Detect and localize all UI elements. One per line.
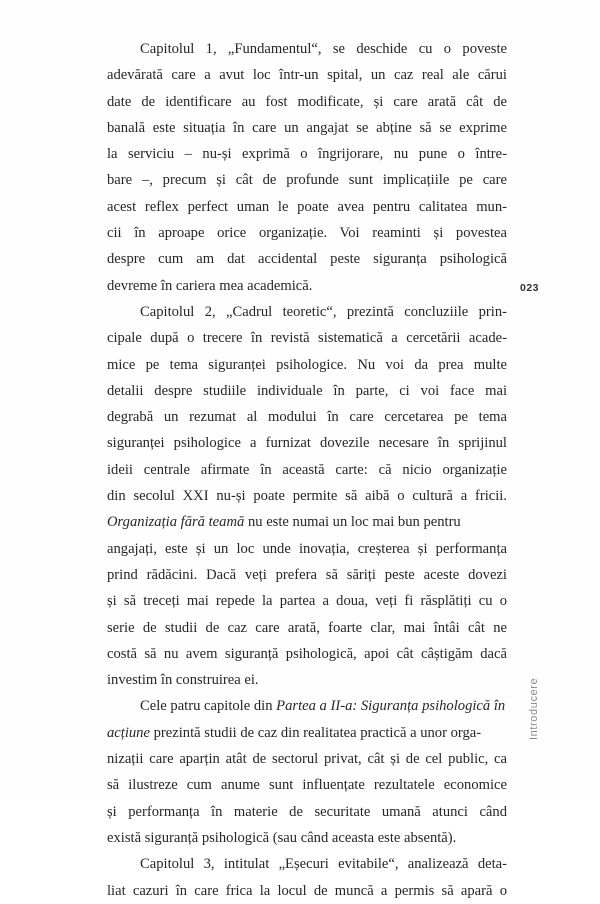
text-line: nizații care aparțin atât de sectorul privat, cât și de cel public, ca <box>107 751 507 768</box>
text-line: cipale după o trecere în revistă sistematică a cercetării acade- <box>107 330 507 347</box>
text-line <box>107 509 507 535</box>
text-line <box>107 693 507 719</box>
text-line: bare –, precum și cât de profunde sunt implicațiile pe care <box>107 172 507 189</box>
text-line: devreme în cariera mea academică. <box>107 277 313 294</box>
body-text <box>107 36 507 904</box>
text-line: să ilustreze cum anume sunt influențate rezultatele economice <box>107 777 507 794</box>
text-line: ideii centrale afirmate în această carte: că nicio organizație <box>107 461 507 478</box>
text-line: Capitolul 3, intitulat „Eșecuri evitabile“, analizează deta- <box>140 856 507 873</box>
text-line: angajați, este și un loc unde inovația, creșterea și performanța <box>107 540 507 557</box>
part-title-italic: acțiune <box>107 724 150 741</box>
page-number: 023 <box>520 282 540 294</box>
text-line: mice pe tema siguranței psihologice. Nu voi da prea multe <box>107 356 507 373</box>
text-line: există siguranță psihologică (sau când aceasta este absentă). <box>107 829 457 846</box>
text-line: acest reflex perfect uman le poate avea pentru calitatea mun- <box>107 198 507 215</box>
running-section-title: Introducere <box>528 677 540 740</box>
text-run: prezintă studii de caz din realitatea practică a unor orga- <box>149 724 482 741</box>
text-line: investim în construirea ei. <box>107 672 259 689</box>
text-run: Cele patru capitole din <box>140 698 277 715</box>
text-line: din secolul XXI nu-și poate permite să aibă o cultură a fricii. <box>107 488 507 505</box>
text-line: siguranței psihologice a furnizat dovezile necesare în sprijinul <box>107 435 507 452</box>
text-line: adevărată care a avut loc într-un spital, un caz real ale cărui <box>107 67 507 84</box>
text-line: date de identificare au fost modificate, și care arată cât de <box>107 93 507 110</box>
text-line: Capitolul 2, „Cadrul teoretic“, prezintă concluziile prin- <box>140 303 507 320</box>
text-line: Capitolul 1, „Fundamentul“, se deschide cu o poveste <box>140 41 507 57</box>
text-line <box>107 720 507 746</box>
book-title-italic: Organizația fără teamă <box>107 514 245 531</box>
text-line: și performanța în materie de securitate umană atunci când <box>107 803 507 820</box>
text-line: și să treceți mai repede la partea a doua, veți fi răsplătiți cu o <box>107 593 507 610</box>
text-line: degrabă un rezumat al modului în care cercetarea pe tema <box>107 409 507 426</box>
text-line: cii în aproape orice organizație. Voi reaminti și povestea <box>107 225 507 242</box>
text-line: costă să nu avem siguranță psihologică, apoi cât câștigăm dacă <box>107 645 507 662</box>
part-title-italic: Partea a II-a: Siguranța psihologică în <box>276 698 506 715</box>
text-line: despre cum am dat accidental peste siguranța psihologică <box>107 251 507 268</box>
text-line: liat cazuri în care frica la locul de muncă a permis să apară o <box>107 882 507 899</box>
text-line: serie de studii de caz care arată, foarte clar, mai întâi cât ne <box>107 619 507 636</box>
text-run: nu este numai un loc mai bun pentru <box>244 514 461 531</box>
text-line: banală este situația în care un angajat se abține să se exprime <box>107 119 507 136</box>
text-line: prind rădăcini. Dacă veți prefera să săriți peste aceste dovezi <box>107 566 507 583</box>
text-line: detalii despre studiile individuale în parte, ci voi face mai <box>107 382 507 399</box>
text-line: la serviciu – nu-și exprimă o îngrijorare, nu pune o între- <box>107 146 507 163</box>
